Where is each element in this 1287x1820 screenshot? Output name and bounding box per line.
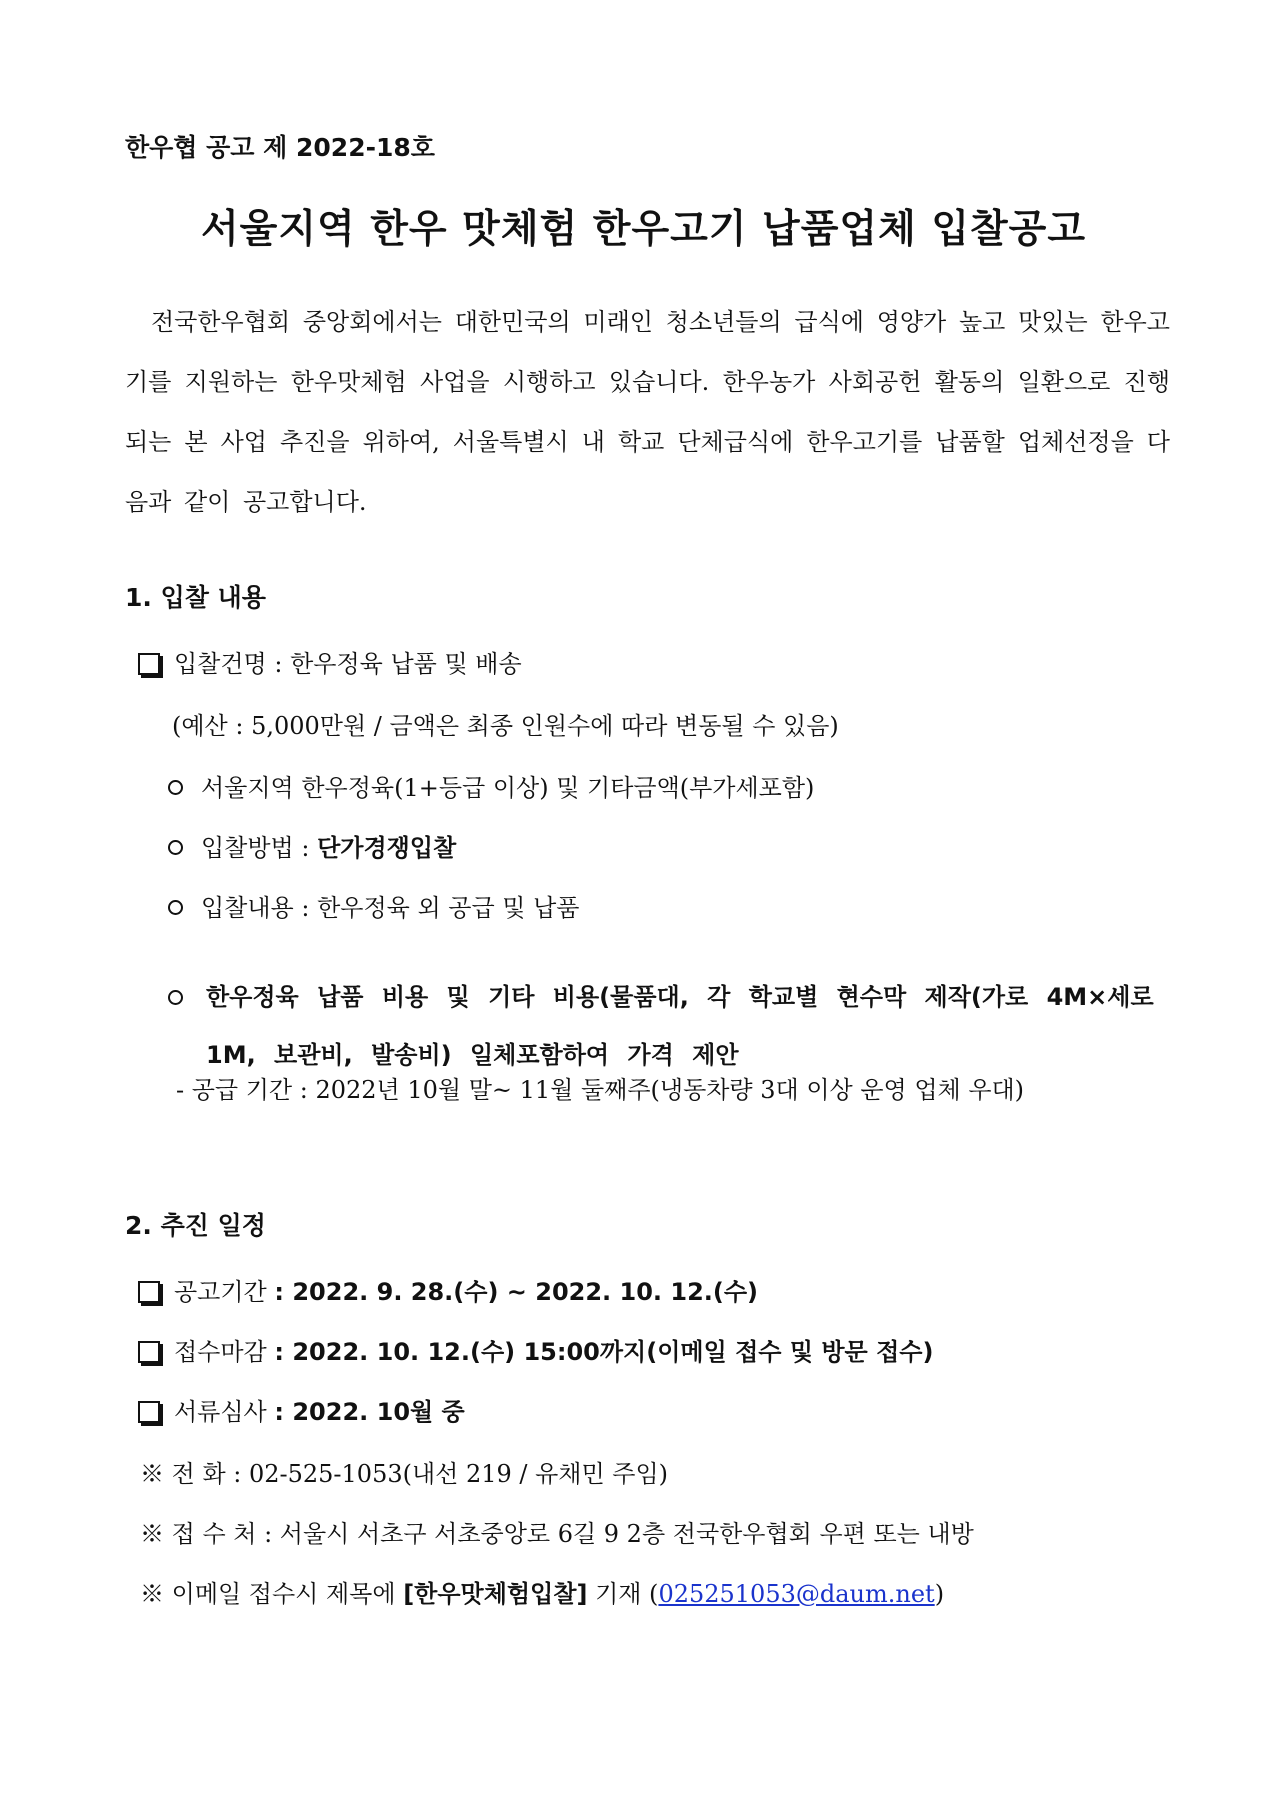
item-row-1 (168, 768, 814, 803)
checkbox-icon (138, 653, 160, 675)
checkbox-icon (138, 1281, 160, 1303)
schedule-row-1 (138, 1272, 758, 1307)
email-mid: 기재 ( (595, 1580, 659, 1608)
cost-note-row (168, 968, 1168, 1084)
cost-note-text: 한우정육 납품 비용 및 기타 비용(물품대, 각 학교별 현수막 제작(가로 4M×세로1M, 보관비, 발송비) 일체포함하여 가격 제안 (206, 983, 1154, 1069)
circle-bullet-icon (168, 990, 183, 1005)
checkbox-icon (138, 1341, 160, 1363)
circle-bullet-icon (168, 780, 183, 795)
schedule-value: : 2022. 9. 28.(수) ~ 2022. 10. 12.(수) (274, 1278, 759, 1306)
circle-bullet-icon (168, 840, 183, 855)
notice-number: 한우협 공고 제 2022-18호 (125, 133, 435, 162)
schedule-row-2 (138, 1332, 933, 1367)
email-note (140, 1574, 944, 1609)
item-text-1: 서울지역 한우정육(1+등급 이상) 및 기타금액(부가세포함) (201, 774, 815, 802)
phone-note: ※ 전 화 : 02-525-1053(내선 219 / 유채민 주임) (140, 1460, 669, 1488)
address-note: ※ 접 수 처 : 서울시 서초구 서초중앙로 6길 9 2층 전국한우협회 우편 또는 내방 (140, 1520, 974, 1548)
schedule-label: 서류심사 (174, 1398, 267, 1426)
item-row-2 (168, 888, 579, 923)
method-value: 단가경쟁입찰 (317, 834, 457, 862)
bid-name-value: 한우정육 납품 및 배송 (290, 650, 522, 678)
email-subject: [한우맛체험입찰] (403, 1580, 588, 1608)
bid-name-row: 입찰건명 : 한우정육 납품 및 배송 (138, 644, 522, 679)
email-suffix: ) (934, 1580, 945, 1608)
method-row (168, 828, 456, 863)
circle-bullet-icon (168, 900, 183, 915)
item-text-2: 입찰내용 : 한우정육 외 공급 및 납품 (201, 894, 580, 922)
section-2-heading: 2. 추진 일정 (125, 1211, 266, 1240)
schedule-label: 접수마감 (174, 1338, 267, 1366)
method-label: 입찰방법 : (201, 834, 310, 862)
schedule-value: : 2022. 10월 중 (274, 1398, 465, 1426)
page-title: 서울지역 한우 맛체험 한우고기 납품업체 입찰공고 (200, 207, 1087, 252)
schedule-label: 공고기간 (174, 1278, 267, 1306)
section-1-heading: 1. 입찰 내용 (125, 583, 266, 612)
bid-name-label: 입찰건명 (174, 650, 267, 678)
email-link[interactable]: 025251053@daum.net (658, 1580, 935, 1608)
schedule-value: : 2022. 10. 12.(수) 15:00까지(이메일 접수 및 방문 접수) (274, 1338, 934, 1366)
email-prefix: ※ 이메일 접수시 제목에 (140, 1580, 396, 1608)
budget-note: (예산 : 5,000만원 / 금액은 최종 인원수에 따라 변동될 수 있음) (172, 712, 839, 740)
intro-paragraph: 전국한우협회 중앙회에서는 대한민국의 미래인 청소년들의 급식에 영양가 높고 맛있는 한우고기를 지원하는 한우맛체험 사업을 시행하고 있습니다. 한우농가 사회공헌 활동의 일환으로 진행되는 본 사업 추진을 위하여, 서울특별시 내 학교 단체급식에 한우고기를 납품할 업체선정을 다음과 같이 공고합니다. (125, 308, 1170, 516)
supply-period: - 공급 기간 : 2022년 10월 말~ 11월 둘째주(냉동차량 3대 이상 운영 업체 우대) (176, 1076, 1025, 1104)
schedule-row-3 (138, 1392, 465, 1427)
checkbox-icon (138, 1401, 160, 1423)
